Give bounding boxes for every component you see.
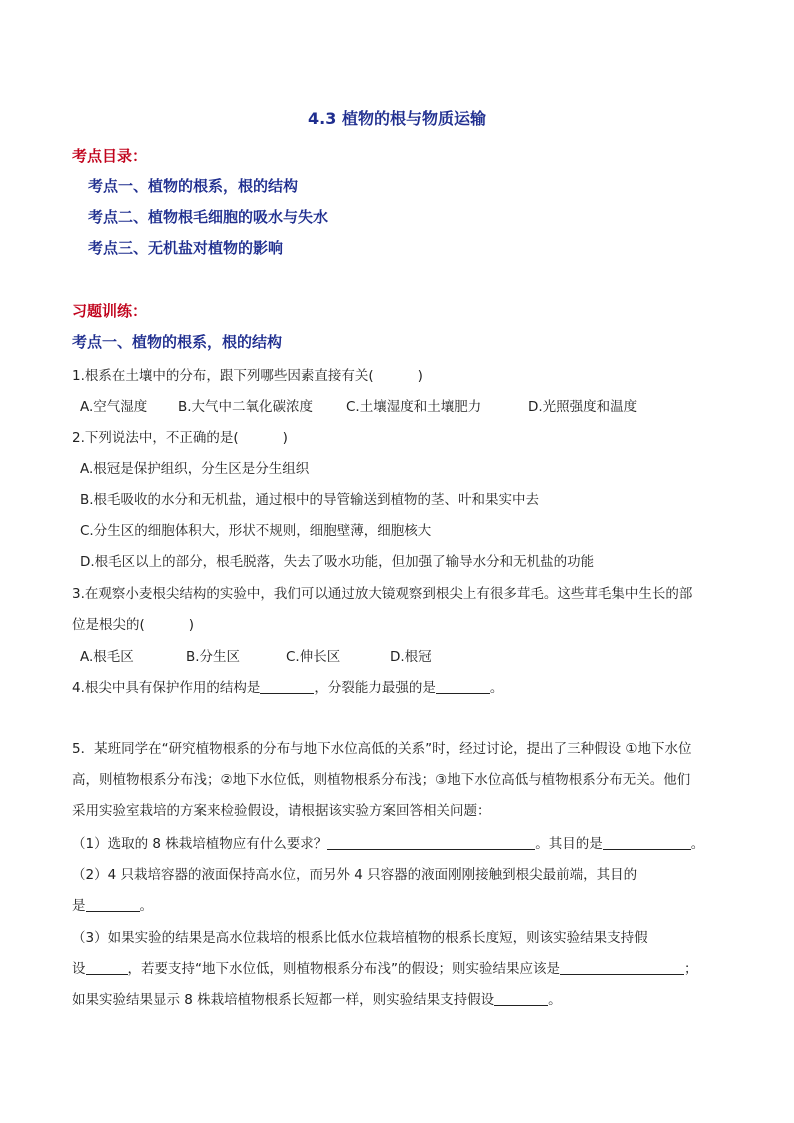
q5-subquestion-3-line3: 如果实验结果显示 8 株栽培植物根系长短都一样，则实验结果支持假设 。 <box>72 992 562 1008</box>
q1-option-a: A.空气湿度 <box>80 399 148 415</box>
question-5-intro-line1: 5．某班同学在“研究植物根系的分布与地下水位高低的关系”时，经过讨论，提出了三种假设 ①地下水位 <box>72 741 692 757</box>
q3-option-b: B.分生区 <box>186 649 241 665</box>
q4-blank-2[interactable] <box>436 679 490 694</box>
q5-s1-blank-2[interactable] <box>603 835 691 850</box>
toc-item-1: 考点一、植物的根系，根的结构 <box>88 177 299 195</box>
q5-subquestion-3-line2: 设 ，若要支持“地下水位低，则植物根系分布浅”的假设；则实验结果应该是 ； <box>72 961 698 977</box>
q1-option-b: B.大气中二氧化碳浓度 <box>178 399 314 415</box>
q2-option-d: D.根毛区以上的部分，根毛脱落，失去了吸水功能，但加强了输导水分和无机盐的功能 <box>80 554 595 570</box>
question-3-stem-line2: 位是根尖的( ) <box>72 617 195 633</box>
q2-option-a: A.根冠是保护组织，分生区是分生组织 <box>80 461 310 477</box>
q3-option-c: C.伸长区 <box>286 649 341 665</box>
q5-subquestion-2-line1: （2）4 只栽培容器的液面保持高水位，而另外 4 只容器的液面刚刚接触到根尖最前端，其目的 <box>72 867 638 883</box>
question-5-intro-line3: 采用实验室栽培的方案来检验假设，请根据该实验方案回答相关问题： <box>72 803 491 819</box>
question-3-stem-line1: 3.在观察小麦根尖结构的实验中，我们可以通过放大镜观察到根尖上有很多茸毛。这些茸毛集中生长的部 <box>72 586 693 602</box>
q4-blank-1[interactable] <box>260 679 314 694</box>
question-4: 4.根尖中具有保护作用的结构是 ，分裂能力最强的是 。 <box>72 680 504 696</box>
q1-option-d: D.光照强度和温度 <box>528 399 638 415</box>
q2-option-c: C.分生区的细胞体积大，形状不规则，细胞壁薄，细胞核大 <box>80 523 432 539</box>
question-2-stem: 2.下列说法中，不正确的是( ) <box>72 430 288 446</box>
q3-option-d: D.根冠 <box>390 649 432 665</box>
toc-item-3: 考点三、无机盐对植物的影响 <box>88 239 284 257</box>
question-1-stem: 1.根系在土壤中的分布，跟下列哪些因素直接有关( ) <box>72 368 423 384</box>
q5-s3-blank-1[interactable] <box>86 960 128 975</box>
q5-subquestion-2-line2: 是 。 <box>72 898 153 914</box>
q5-subquestion-3-line1: （3）如果实验的结果是高水位栽培的根系比低水位栽培植物的根系长度短，则该实验结果支持假 <box>72 930 648 946</box>
q5-subquestion-1: （1）选取的 8 株栽培植物应有什么要求？ 。其目的是 。 <box>72 836 705 852</box>
practice-heading: 习题训练： <box>72 302 148 320</box>
q5-s1-blank-1[interactable] <box>327 835 535 850</box>
q2-option-b: B.根毛吸收的水分和无机盐，通过根中的导管输送到植物的茎、叶和果实中去 <box>80 492 540 508</box>
q3-option-a: A.根毛区 <box>80 649 134 665</box>
question-5-intro-line2: 高，则植物根系分布浅；②地下水位低，则植物根系分布浅；③地下水位高低与植物根系分布无关。他们 <box>72 772 691 788</box>
page-title: 4.3 植物的根与物质运输 <box>308 109 486 128</box>
toc-heading: 考点目录： <box>72 147 148 165</box>
q5-s3-blank-2[interactable] <box>560 960 684 975</box>
q5-s2-blank[interactable] <box>86 897 140 912</box>
q1-option-c: C.土壤湿度和土壤肥力 <box>346 399 482 415</box>
section-heading-1: 考点一、植物的根系，根的结构 <box>72 333 283 351</box>
q5-s3-blank-3[interactable] <box>494 991 548 1006</box>
toc-item-2: 考点二、植物根毛细胞的吸水与失水 <box>88 208 329 226</box>
